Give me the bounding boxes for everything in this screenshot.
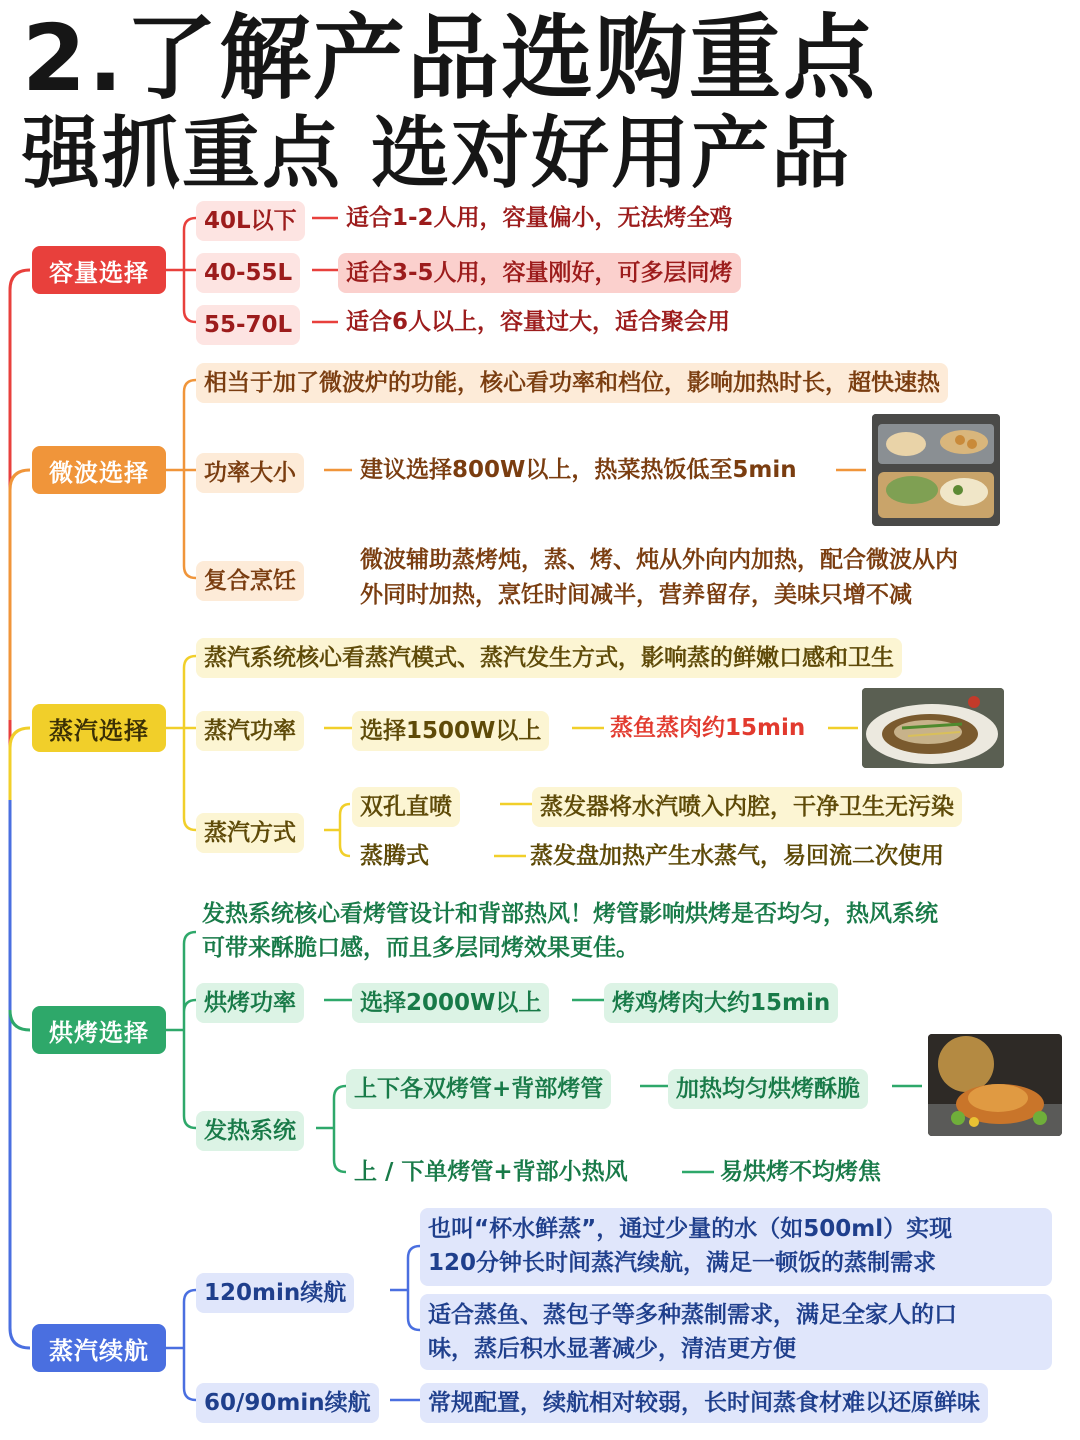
capacity-size-3: 55-70L [196, 305, 300, 345]
category-bake: 烘烤选择 [32, 1006, 166, 1054]
category-microwave: 微波选择 [32, 446, 166, 494]
bake-power-result: 烤鸡烤肉大约15min [604, 983, 838, 1023]
capacity-desc-3: 适合6人以上，容量过大，适合聚会用 [346, 309, 731, 335]
bake-heat-2-desc: 易烘烤不均烤焦 [720, 1159, 881, 1185]
endurance-long-desc-2a: 适合蒸鱼、蒸包子等多种蒸制需求，满足全家人的口 [428, 1302, 957, 1328]
bake-power-value: 选择2000W以上 [352, 983, 549, 1023]
capacity-size-2: 40-55L [196, 253, 300, 293]
steam-method-2-name: 蒸腾式 [360, 843, 429, 869]
bake-heat-1-name: 上下各双烤管+背部烤管 [346, 1069, 611, 1109]
steam-method-label: 蒸汽方式 [196, 813, 304, 853]
endurance-long-desc-1a: 也叫“杯水鲜蒸”，通过少量的水（如500ml）实现 [428, 1216, 953, 1242]
page-title: 2.了解产品选购重点 [22, 5, 877, 112]
endurance-long-desc-box-1 [420, 1208, 1052, 1286]
bake-heat-1-desc: 加热均匀烘烤酥脆 [668, 1069, 868, 1109]
endurance-short-desc: 常规配置，续航相对较弱，长时间蒸食材难以还原鲜味 [420, 1383, 988, 1423]
capacity-size-1: 40L以下 [196, 201, 305, 241]
bake-heat-label: 发热系统 [196, 1111, 304, 1151]
bake-power-label: 烘烤功率 [196, 983, 304, 1023]
steam-power-label: 蒸汽功率 [196, 711, 304, 751]
page-subtitle: 强抓重点 选对好用产品 [22, 109, 852, 199]
endurance-long-desc-1b: 120分钟长时间蒸汽续航，满足一顿饭的蒸制需求 [428, 1250, 937, 1276]
roast-chicken-photo [928, 1034, 1062, 1136]
steam-method-2-desc: 蒸发盘加热产生水蒸气，易回流二次使用 [530, 843, 944, 869]
category-endurance: 蒸汽续航 [32, 1324, 166, 1372]
endurance-short-label: 60/90min续航 [196, 1383, 379, 1423]
endurance-long-desc-2b: 味，蒸后积水显著减少，清洁更方便 [428, 1336, 796, 1362]
bake-heat-2-name: 上 / 下单烤管+背部小热风 [354, 1159, 628, 1185]
microwave-power-label: 功率大小 [196, 453, 304, 493]
endurance-long-desc-box-2 [420, 1294, 1052, 1370]
bake-intro-1: 发热系统核心看烤管设计和背部热风！烤管影响烘烤是否均匀，热风系统 [202, 901, 938, 927]
microwave-intro: 相当于加了微波炉的功能，核心看功率和档位，影响加热时长，超快速热 [196, 363, 948, 403]
category-steam: 蒸汽选择 [32, 704, 166, 752]
steam-power-result: 蒸鱼蒸肉约15min [610, 715, 806, 741]
steamed-fish-photo [862, 688, 1004, 768]
steam-power-value: 选择1500W以上 [352, 711, 549, 751]
steam-intro: 蒸汽系统核心看蒸汽模式、蒸汽发生方式，影响蒸的鲜嫩口感和卫生 [196, 638, 902, 678]
steam-method-1-name: 双孔直喷 [352, 787, 460, 827]
category-capacity: 容量选择 [32, 246, 166, 294]
food-containers-photo [872, 414, 1000, 526]
microwave-combo-label: 复合烹饪 [196, 561, 304, 601]
steam-method-1-desc: 蒸发器将水汽喷入内腔，干净卫生无污染 [532, 787, 962, 827]
microwave-combo-desc-2: 外同时加热，烹饪时间减半，营养留存，美味只增不减 [360, 582, 912, 608]
bake-intro-2: 可带来酥脆口感，而且多层同烤效果更佳。 [202, 935, 639, 961]
capacity-desc-2: 适合3-5人用，容量刚好，可多层同烤 [338, 253, 741, 293]
microwave-combo-desc-1: 微波辅助蒸烤炖，蒸、烤、炖从外向内加热，配合微波从内 [360, 547, 958, 573]
endurance-long-label: 120min续航 [196, 1273, 354, 1313]
capacity-desc-1: 适合1-2人用，容量偏小，无法烤全鸡 [346, 205, 733, 231]
microwave-power-desc: 建议选择800W以上，热菜热饭低至5min [360, 457, 797, 483]
